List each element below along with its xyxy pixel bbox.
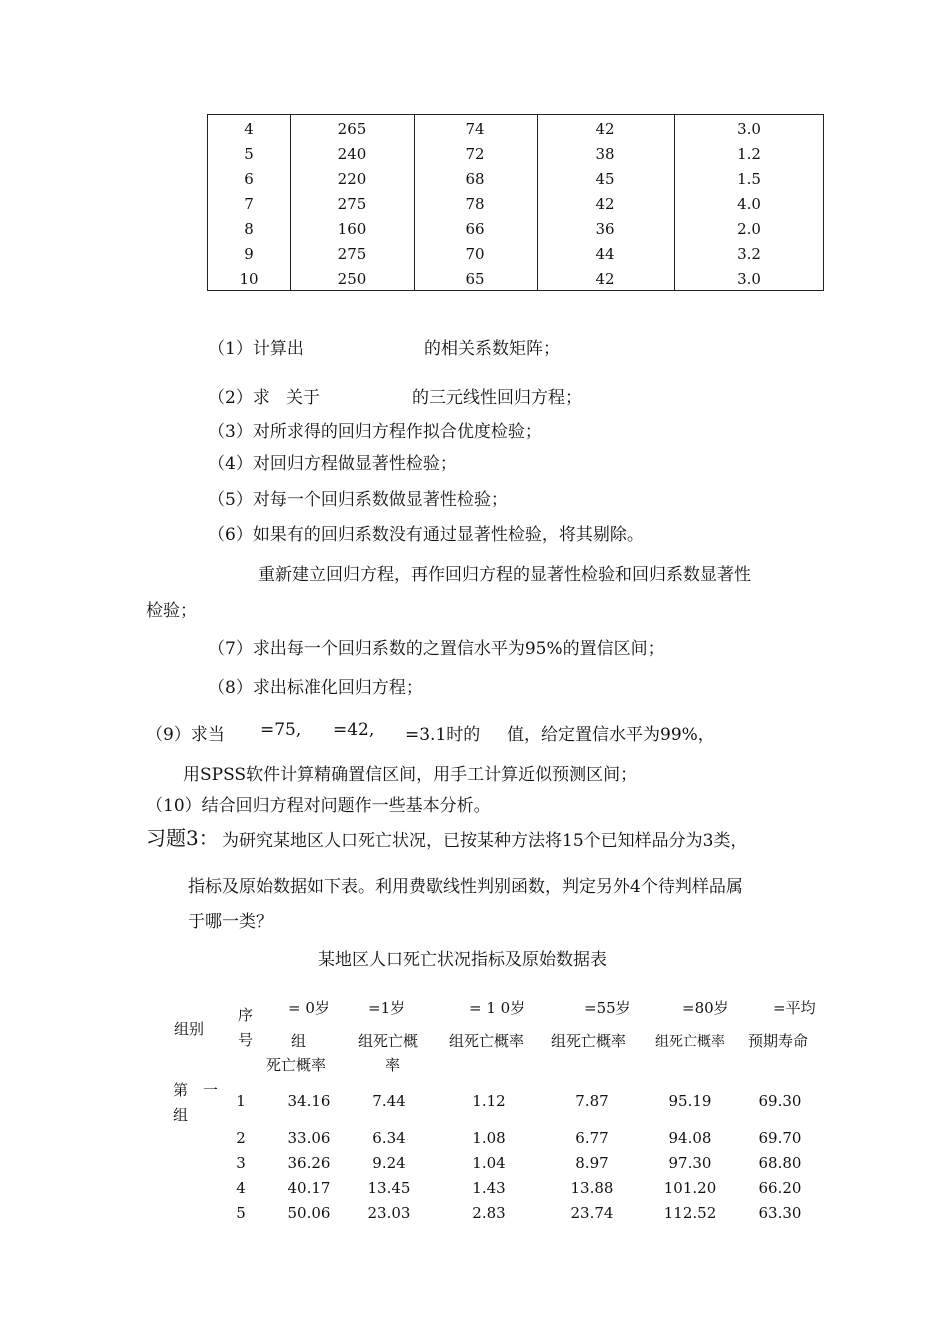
table-cell: 7.44 <box>372 1092 406 1110</box>
table-cell: 160 <box>337 220 367 238</box>
table-cell: 36.26 <box>287 1154 331 1172</box>
table-cell: 95.19 <box>668 1092 712 1110</box>
table-cell: 8 <box>244 220 254 238</box>
table-cell: 33.06 <box>287 1129 331 1147</box>
table-cell: 275 <box>337 245 367 263</box>
table-cell: 13.45 <box>367 1179 411 1197</box>
question-9f: 用SPSS软件计算精确置信区间，用手工计算近似预测区间； <box>183 765 638 785</box>
header-group: 组别 <box>174 1020 205 1038</box>
question-6-tail: 检验； <box>146 601 197 621</box>
table-cell: 1.12 <box>472 1092 506 1110</box>
table-cell: 68 <box>465 170 485 188</box>
exercise-label: 习题3： <box>146 826 219 850</box>
question-8: （8）求出标准化回归方程； <box>208 678 423 698</box>
table-cell: 240 <box>337 145 367 163</box>
group-1-label-a: 第 一 <box>173 1081 219 1099</box>
table-cell: 265 <box>337 120 367 138</box>
header-col5-a: =80岁 <box>682 999 729 1017</box>
header-col2-a: =1岁 <box>368 999 406 1017</box>
table-cell: 68.80 <box>758 1154 802 1172</box>
exercise-line-2: 指标及原始数据如下表。利用费歇线性判别函数，判定另外4个待判样品属 <box>188 877 743 897</box>
table-cell: 1.5 <box>737 170 761 188</box>
question-2b: 关于 <box>286 388 320 408</box>
table-cell: 2.83 <box>472 1204 506 1222</box>
table-cell: 36 <box>595 220 615 238</box>
question-9d: =3.1时的 <box>405 725 481 745</box>
table-cell: 8.97 <box>575 1154 609 1172</box>
column-divider <box>537 115 538 290</box>
question-4: （4）对回归方程做显著性检验； <box>208 454 457 474</box>
table-cell: 66 <box>465 220 485 238</box>
question-1b: 的相关系数矩阵； <box>424 339 560 359</box>
table-cell: 3 <box>236 1154 246 1172</box>
header-col3-a: = 1 0岁 <box>469 999 526 1017</box>
question-9e: 值，给定置信水平为99%， <box>507 725 715 745</box>
table-cell: 63.30 <box>758 1204 802 1222</box>
table-cell: 13.88 <box>570 1179 614 1197</box>
column-divider <box>674 115 675 290</box>
table-cell: 3.2 <box>737 245 761 263</box>
header-seq-1: 序 <box>238 1006 254 1024</box>
table-cell: 1.04 <box>472 1154 506 1172</box>
question-2a: （2）求 <box>208 388 270 408</box>
table-cell: 275 <box>337 195 367 213</box>
table-cell: 38 <box>595 145 615 163</box>
table-cell: 10 <box>239 270 259 288</box>
table-cell: 50.06 <box>287 1204 331 1222</box>
table-cell: 97.30 <box>668 1154 712 1172</box>
table-cell: 23.74 <box>570 1204 614 1222</box>
question-6-continued: 重新建立回归方程，再作回归方程的显著性检验和回归系数显著性 <box>258 565 751 585</box>
header-col2-b: 组死亡概 <box>358 1032 419 1050</box>
table-cell: 34.16 <box>287 1092 331 1110</box>
table-cell: 70 <box>465 245 485 263</box>
table-cell: 78 <box>465 195 485 213</box>
table-cell: 4 <box>244 120 254 138</box>
table-cell: 42 <box>595 195 615 213</box>
header-col6-b: 预期寿命 <box>748 1032 809 1050</box>
question-7: （7）求出每一个回归系数的之置信水平为95%的置信区间； <box>208 639 665 659</box>
question-1a: （1）计算出 <box>208 339 304 359</box>
table-cell: 7.87 <box>575 1092 609 1110</box>
table-cell: 4.0 <box>737 195 761 213</box>
table-title: 某地区人口死亡状况指标及原始数据表 <box>318 950 607 970</box>
table-cell: 94.08 <box>668 1129 712 1147</box>
exercise-line-3: 于哪一类？ <box>188 912 273 932</box>
question-9a: （9）求当 <box>146 725 225 745</box>
question-5: （5）对每一个回归系数做显著性检验； <box>208 490 508 510</box>
table-cell: 6 <box>244 170 254 188</box>
question-9c: =42, <box>333 720 375 740</box>
question-3: （3）对所求得的回归方程作拟合优度检验； <box>208 422 542 442</box>
table-cell: 45 <box>595 170 615 188</box>
table-cell: 9.24 <box>372 1154 406 1172</box>
table-cell: 220 <box>337 170 367 188</box>
top-data-table <box>207 114 824 291</box>
table-cell: 2 <box>236 1129 246 1147</box>
table-cell: 42 <box>595 270 615 288</box>
table-cell: 1.08 <box>472 1129 506 1147</box>
table-cell: 1 <box>236 1092 246 1110</box>
header-col4-a: =55岁 <box>584 999 631 1017</box>
header-col3-b: 组死亡概率 <box>449 1032 525 1050</box>
question-2c: 的三元线性回归方程； <box>412 388 582 408</box>
header-seq-2: 号 <box>238 1031 254 1049</box>
header-col2-c: 率 <box>385 1056 401 1074</box>
table-cell: 3.0 <box>737 120 761 138</box>
table-cell: 101.20 <box>663 1179 717 1197</box>
table-cell: 6.34 <box>372 1129 406 1147</box>
table-cell: 250 <box>337 270 367 288</box>
header-col1-a: = 0岁 <box>288 999 330 1017</box>
table-cell: 74 <box>465 120 485 138</box>
table-cell: 4 <box>236 1179 246 1197</box>
exercise-line-1: 为研究某地区人口死亡状况，已按某种方法将15个已知样品分为3类， <box>222 831 748 851</box>
question-6: （6）如果有的回归系数没有通过显著性检验，将其剔除。 <box>208 525 644 545</box>
table-cell: 9 <box>244 245 254 263</box>
table-cell: 1.2 <box>737 145 761 163</box>
table-cell: 6.77 <box>575 1129 609 1147</box>
table-cell: 23.03 <box>367 1204 411 1222</box>
table-cell: 1.43 <box>472 1179 506 1197</box>
table-cell: 65 <box>465 270 485 288</box>
table-cell: 112.52 <box>663 1204 717 1222</box>
table-cell: 5 <box>236 1204 246 1222</box>
table-cell: 69.30 <box>758 1092 802 1110</box>
table-cell: 69.70 <box>758 1129 802 1147</box>
question-9b: =75, <box>260 720 302 740</box>
header-col4-b: 组死亡概率 <box>551 1032 627 1050</box>
table-cell: 2.0 <box>737 220 761 238</box>
table-cell: 5 <box>244 145 254 163</box>
table-cell: 72 <box>465 145 485 163</box>
table-cell: 7 <box>244 195 254 213</box>
table-cell: 66.20 <box>758 1179 802 1197</box>
table-cell: 42 <box>595 120 615 138</box>
header-col1-c: 死亡概率 <box>266 1056 327 1074</box>
group-1-label-b: 组 <box>173 1106 189 1124</box>
header-col6-a: =平均 <box>773 999 816 1017</box>
table-cell: 3.0 <box>737 270 761 288</box>
header-col5-b: 组死亡概率 <box>655 1034 725 1050</box>
question-10: （10）结合回归方程对问题作一些基本分析。 <box>146 796 491 816</box>
header-col1-b: 组 <box>291 1032 307 1050</box>
table-cell: 40.17 <box>287 1179 331 1197</box>
table-cell: 44 <box>595 245 615 263</box>
